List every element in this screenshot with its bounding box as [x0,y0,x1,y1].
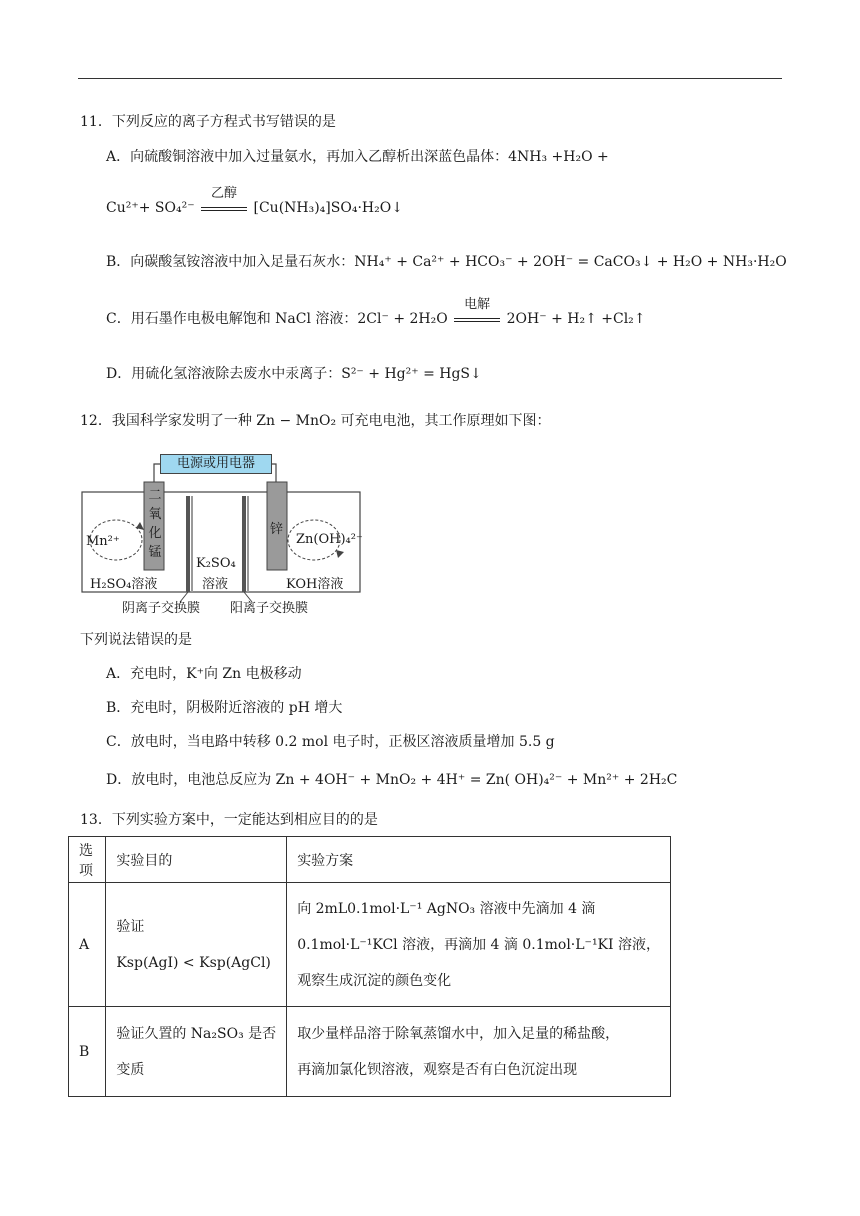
row-a-plan [287,883,671,1007]
zn-hydroxide-label: Zn(OH)₄²⁻ [296,532,363,547]
mno2-char-3: 化 [148,526,162,541]
q11-option-a-line1: A．向硫酸铜溶液中加入过量氨水，再加入乙醇析出深蓝色晶体：4NH₃ +H₂O + [106,149,609,165]
k2so4-label: K₂SO₄ [196,556,236,571]
q11-a-reactants: Cu²⁺+ SO₄²⁻ [106,200,195,216]
header-plan: 实验方案 [287,837,671,883]
row-b-option: B [69,1007,106,1097]
q13-stem: 13．下列实验方案中，一定能达到相应目的的是 [80,812,378,828]
q12-sub-stem: 下列说法错误的是 [80,632,192,648]
q12-option-d: D．放电时，电池总反应为 Zn + 4OH⁻ + MnO₂ + 4H⁺ = Zn( OH)₄²⁻ + Mn²⁺ + 2H₂C [106,772,678,788]
row-b-plan-2: 再滴加氯化钡溶液，观察是否有白色沉淀出现 [297,1061,578,1078]
header-option: 选项 [69,837,106,883]
battery-diagram [80,452,380,618]
row-a-plan-3: 观察生成沉淀的颜色变化 [297,972,452,989]
row-a-option: A [69,883,106,1007]
q11-stem: 11．下列反应的离子方程式书写错误的是 [80,114,336,130]
mno2-char-2: 氧 [148,507,162,522]
table-row [69,1007,671,1097]
anion-membrane-label: 阴离子交换膜 [122,601,201,616]
header-purpose: 实验目的 [106,837,287,883]
q11-option-b: B．向碳酸氢铵溶液中加入足量石灰水：NH₄⁺ + Ca²⁺ + HCO₃⁻ + 2OH⁻ = CaCO₃↓ + H₂O + NH₃·H₂O [106,254,787,270]
row-a-plan-2: 0.1mol·L⁻¹KCl 溶液，再滴加 4 滴 0.1mol·L⁻¹KI 溶液， [297,936,660,953]
mno2-char-4: 锰 [148,545,162,560]
row-b-purpose-1: 验证久置的 Na₂SO₃ 是否 [116,1025,277,1042]
row-b-plan [287,1007,671,1097]
table-row [69,883,671,1007]
q12-option-b: B．充电时，阴极附近溶液的 pH 增大 [106,700,343,716]
q12-option-a: A．充电时，K⁺向 Zn 电极移动 [106,666,302,682]
cation-membrane-label: 阳离子交换膜 [230,601,309,616]
q11-a-products: [Cu(NH₃)₄]SO₄·H₂O↓ [253,200,403,216]
q11-option-c [106,297,646,329]
zn-electrode-label: 锌 [270,522,284,537]
row-a-purpose-2: Ksp(AgI) < Ksp(AgCl) [116,954,271,971]
q11-c-products: 2OH⁻ + H₂↑ +Cl₂↑ [506,311,646,327]
q13-table [68,836,671,1097]
k2so4-solution-label: 溶液 [202,577,229,592]
header-rule [78,78,782,79]
q11-option-d: D．用硫化氢溶液除去废水中汞离子：S²⁻ + Hg²⁺ = HgS↓ [106,366,482,382]
power-source-box: 电源或用电器 [160,454,272,474]
koh-solution-label: KOH溶液 [286,577,344,592]
q11-a-condition: 乙醇 [211,186,238,201]
row-b-purpose [106,1007,287,1097]
table-header-row [69,837,671,883]
row-b-purpose-2: 变质 [116,1061,145,1078]
q11-c-condition-sign [452,297,502,329]
h2so4-solution-label: H₂SO₄溶液 [90,577,158,592]
row-a-plan-1: 向 2mL0.1mol·L⁻¹ AgNO₃ 溶液中先滴加 4 滴 [297,900,596,917]
row-b-plan-1: 取少量样品溶于除氧蒸馏水中，加入足量的稀盐酸， [297,1025,620,1042]
mn-ion-label: Mn²⁺ [86,534,120,549]
q11-c-reactants: C．用石墨作电极电解饱和 NaCl 溶液：2Cl⁻ + 2H₂O [106,311,448,327]
q12-stem: 12．我国科学家发明了一种 Zn − MnO₂ 可充电电池，其工作原理如下图： [80,413,551,429]
q11-c-condition: 电解 [464,297,491,312]
mno2-char-1: 二 [148,488,162,503]
q11-option-a-line2 [106,186,403,218]
row-a-purpose [106,883,287,1007]
q11-a-condition-sign [199,186,249,218]
q12-option-c: C．放电时，当电路中转移 0.2 mol 电子时，正极区溶液质量增加 5.5 g [106,734,555,750]
mno2-electrode-label [147,486,163,562]
row-a-purpose-1: 验证 [116,918,145,935]
